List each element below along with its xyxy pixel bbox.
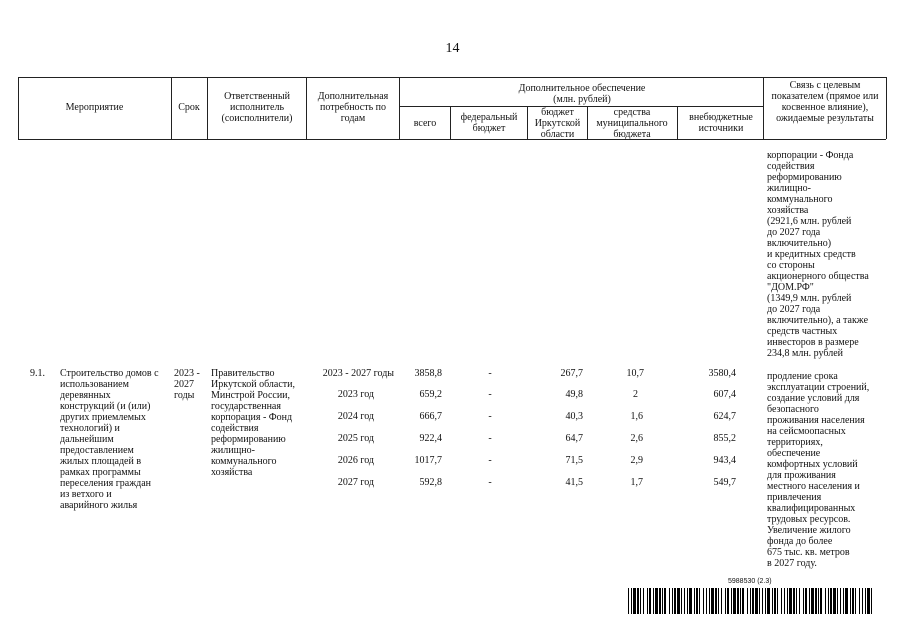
barcode-bar (777, 588, 778, 614)
row-federal: - (488, 411, 492, 422)
barcode-bar (740, 588, 741, 614)
barcode-bar (809, 588, 810, 614)
barcode-bar (815, 588, 817, 614)
result-line: 675 тыс. кв. метров (767, 547, 850, 558)
continuation-line: (2921,6 млн. рублей (767, 216, 852, 227)
item-title (60, 368, 172, 511)
header-municipal: средства муниципального бюджета (596, 107, 668, 140)
header-federal: федеральный бюджет (460, 112, 518, 134)
row-regional: 41,5 (565, 477, 583, 488)
barcode-bar (796, 588, 797, 614)
barcode-bar (727, 588, 729, 614)
barcode-bar (647, 588, 648, 614)
barcode-bar (755, 588, 758, 614)
row-extra: 624,7 (713, 411, 736, 422)
barcode-number: 5988530 (2.3) (728, 578, 772, 585)
continuation-line: коммунального (767, 194, 833, 205)
barcode-bar (718, 588, 719, 614)
header-funding-group: Дополнительное обеспечение (млн. рублей) (518, 83, 646, 105)
barcode-bar (637, 588, 639, 614)
result-line: трудовых ресурсов. (767, 514, 851, 525)
item-results (767, 371, 885, 569)
result-line: Увеличение жилого (767, 525, 851, 536)
barcode-bar (837, 588, 838, 614)
result-line: местного населения и (767, 481, 860, 492)
row-extra: 549,7 (713, 477, 736, 488)
row-period: 2023 год (337, 389, 374, 400)
item-executor-line: жилищно- (211, 445, 255, 456)
barcode-bar (843, 588, 844, 614)
item-title-line: дальнейшим (60, 434, 114, 445)
barcode-bar (664, 588, 666, 614)
barcode-bar (805, 588, 807, 614)
header-extrabudget: внебюджетные источники (689, 112, 753, 134)
row-total: 1017,7 (414, 455, 442, 466)
item-title-line: переселения граждан (60, 478, 152, 489)
row-period: 2026 год (337, 455, 374, 466)
row-federal: - (488, 455, 492, 466)
row-total: 666,7 (419, 411, 442, 422)
row-total: 922,4 (419, 433, 442, 444)
barcode-bar (699, 588, 700, 614)
result-line: фонда до более (767, 536, 833, 547)
barcode-bar (767, 588, 770, 614)
item-executor-line: содействия (211, 423, 259, 434)
item-title-line: конструкций (и (или) (60, 401, 151, 412)
page-number: 14 (445, 41, 460, 56)
barcode-bar (631, 588, 632, 614)
barcode-bar (867, 588, 870, 614)
barcode-bar (694, 588, 695, 614)
row-municipal: 1,6 (630, 411, 643, 422)
item-executor-line: хозяйства (211, 467, 253, 478)
item-executor (211, 368, 306, 478)
barcode-bar (672, 588, 673, 614)
continuation-line: хозяйства (767, 205, 809, 216)
barcode-bar (725, 588, 726, 614)
barcode-bar (633, 588, 636, 614)
row-regional: 40,3 (565, 411, 583, 422)
row-total: 659,2 (419, 389, 442, 400)
continuation-line: акционерного общества (767, 271, 869, 282)
item-term-line: 2023 - (174, 368, 200, 379)
barcode-bar (862, 588, 863, 614)
barcode-bar (855, 588, 856, 614)
barcode-bar (709, 588, 710, 614)
continuation-block (767, 150, 885, 359)
barcode-bar (865, 588, 866, 614)
row-federal: - (488, 477, 492, 488)
barcode-bar (689, 588, 692, 614)
barcode-bar (852, 588, 854, 614)
result-line: безопасного (767, 404, 819, 415)
item-title-line: использованием (60, 379, 129, 390)
barcode-bar (662, 588, 663, 614)
row-period: 2023 - 2027 годы (322, 368, 394, 379)
barcode-bar (799, 588, 800, 614)
result-line: продление срока (767, 371, 838, 382)
item-executor-line: Минстрой России, (211, 390, 291, 401)
barcode-bar (721, 588, 722, 614)
continuation-line: со стороны (767, 260, 815, 271)
barcode-bar (830, 588, 832, 614)
barcode-bar (840, 588, 841, 614)
row-federal: - (488, 433, 492, 444)
result-line: проживания населения (767, 415, 865, 426)
header-event: Мероприятие (65, 102, 124, 113)
barcode-bar (687, 588, 688, 614)
item-title-line: деревянных (60, 390, 111, 401)
result-line: комфортных условий (767, 459, 858, 470)
item-title-line: рамках программы (60, 467, 141, 478)
result-line: квалифицированных (767, 503, 856, 514)
row-municipal: 1,7 (630, 477, 643, 488)
barcode-bar (747, 588, 748, 614)
barcode-bar (787, 588, 788, 614)
barcode-bar (655, 588, 658, 614)
barcode-bar (845, 588, 848, 614)
barcode-bar (789, 588, 792, 614)
continuation-line: (1349,9 млн. рублей (767, 293, 852, 304)
continuation-line: до 2027 года (767, 227, 821, 238)
barcode-bar (659, 588, 661, 614)
barcode-bar (772, 588, 773, 614)
barcode-bar (859, 588, 860, 614)
continuation-line: и кредитных средств (767, 249, 856, 260)
barcode-bar (669, 588, 670, 614)
result-line: создание условий для (767, 393, 860, 404)
row-period: 2024 год (337, 411, 374, 422)
result-line: на сейсмоопасных (767, 426, 846, 437)
item-executor-line: Правительство (211, 368, 275, 379)
row-municipal: 2,9 (630, 455, 643, 466)
barcode-bar (677, 588, 680, 614)
continuation-line: содействия (767, 161, 815, 172)
item-title-line: Строительство домов с (60, 368, 159, 379)
item-title-line: других приемлемых (60, 412, 146, 423)
result-line: эксплуатации строений, (767, 382, 870, 393)
row-municipal: 2 (633, 389, 638, 400)
row-extra: 855,2 (713, 433, 736, 444)
barcode-bar (643, 588, 644, 614)
barcode-bar (820, 588, 822, 614)
item-title-line: аварийного жилья (60, 500, 138, 511)
continuation-line: инвесторов в размере (767, 337, 859, 348)
continuation-line: корпорации - Фонда (767, 150, 854, 161)
item-executor-line: реформированию (211, 434, 286, 445)
barcode-bar (784, 588, 785, 614)
header-link: Связь с целевым показателем (прямое или косвенное влияние), ожидаемые результаты (771, 80, 879, 124)
barcode-bar (833, 588, 836, 614)
row-extra: 607,4 (713, 389, 736, 400)
continuation-line: реформированию (767, 172, 842, 183)
barcode-bar (793, 588, 795, 614)
barcode-bar (674, 588, 676, 614)
continuation-line: включительно) (767, 238, 832, 249)
barcode-bar (711, 588, 714, 614)
row-total: 592,8 (419, 477, 442, 488)
barcode-bar (781, 588, 782, 614)
item-title-line: предоставлением (60, 445, 134, 456)
barcode-bar (681, 588, 682, 614)
barcode-bar (759, 588, 760, 614)
barcode-bar (828, 588, 829, 614)
continuation-line: 234,8 млн. рублей (767, 348, 844, 359)
barcode-bar (696, 588, 698, 614)
barcode-bar (850, 588, 851, 614)
barcode-bar (752, 588, 754, 614)
continuation-line: до 2027 года (767, 304, 821, 315)
row-regional: 49,8 (565, 389, 583, 400)
barcode-bar (742, 588, 744, 614)
barcode-bar (762, 588, 763, 614)
barcode (628, 588, 872, 614)
result-line: в 2027 году. (767, 558, 817, 569)
row-federal: - (488, 389, 492, 400)
result-line: привлечения (767, 492, 822, 503)
result-line: обеспечение (767, 448, 821, 459)
barcode-bar (640, 588, 641, 614)
item-term (174, 368, 208, 401)
row-municipal: 10,7 (626, 368, 644, 379)
barcode-bar (750, 588, 751, 614)
item-executor-line: корпорация - Фонд (211, 412, 293, 423)
barcode-bar (803, 588, 804, 614)
header-regional: бюджет Иркутской области (534, 107, 581, 140)
barcode-bar (774, 588, 776, 614)
row-extra: 943,4 (713, 455, 736, 466)
barcode-bar (765, 588, 766, 614)
item-title-line: жилых площадей в (60, 456, 142, 467)
item-executor-line: государственная (211, 401, 281, 412)
header-total: всего (413, 118, 437, 129)
row-federal: - (488, 368, 492, 379)
row-municipal: 2,6 (630, 433, 643, 444)
continuation-line: "ДОМ.РФ" (767, 282, 814, 293)
row-extra: 3580,4 (708, 368, 736, 379)
barcode-bar (871, 588, 872, 614)
row-regional: 71,5 (565, 455, 583, 466)
item-term-line: 2027 (174, 379, 194, 390)
header-need: Дополнительная потребность по годам (317, 91, 389, 124)
item-title-line: из ветхого и (60, 489, 112, 500)
result-line: территориях, (767, 437, 823, 448)
item-title-line: технологий) и (60, 423, 120, 434)
item-executor-line: Иркутской области, (211, 379, 295, 390)
continuation-line: жилищно- (767, 183, 811, 194)
row-regional: 64,7 (565, 433, 583, 444)
barcode-bar (818, 588, 819, 614)
barcode-bar (628, 588, 629, 614)
row-period: 2025 год (337, 433, 374, 444)
barcode-bar (715, 588, 717, 614)
row-period: 2027 год (337, 477, 374, 488)
continuation-line: средств частных (767, 326, 838, 337)
barcode-bar (653, 588, 654, 614)
barcode-bar (731, 588, 732, 614)
row-regional: 267,7 (560, 368, 583, 379)
barcode-bar (684, 588, 685, 614)
barcode-bar (733, 588, 736, 614)
row-total: 3858,8 (414, 368, 442, 379)
header-executor: Ответственный исполнитель (соисполнители) (221, 91, 293, 124)
barcode-bar (649, 588, 651, 614)
item-executor-line: коммунального (211, 456, 277, 467)
continuation-line: включительно), а также (767, 315, 869, 326)
barcode-bar (703, 588, 704, 614)
item-term-line: годы (174, 390, 195, 401)
barcode-bar (706, 588, 707, 614)
barcode-bar (737, 588, 739, 614)
header-term: Срок (178, 102, 200, 113)
barcode-bar (811, 588, 814, 614)
result-line: для проживания (767, 470, 836, 481)
barcode-bar (825, 588, 826, 614)
item-number: 9.1. (30, 368, 45, 379)
